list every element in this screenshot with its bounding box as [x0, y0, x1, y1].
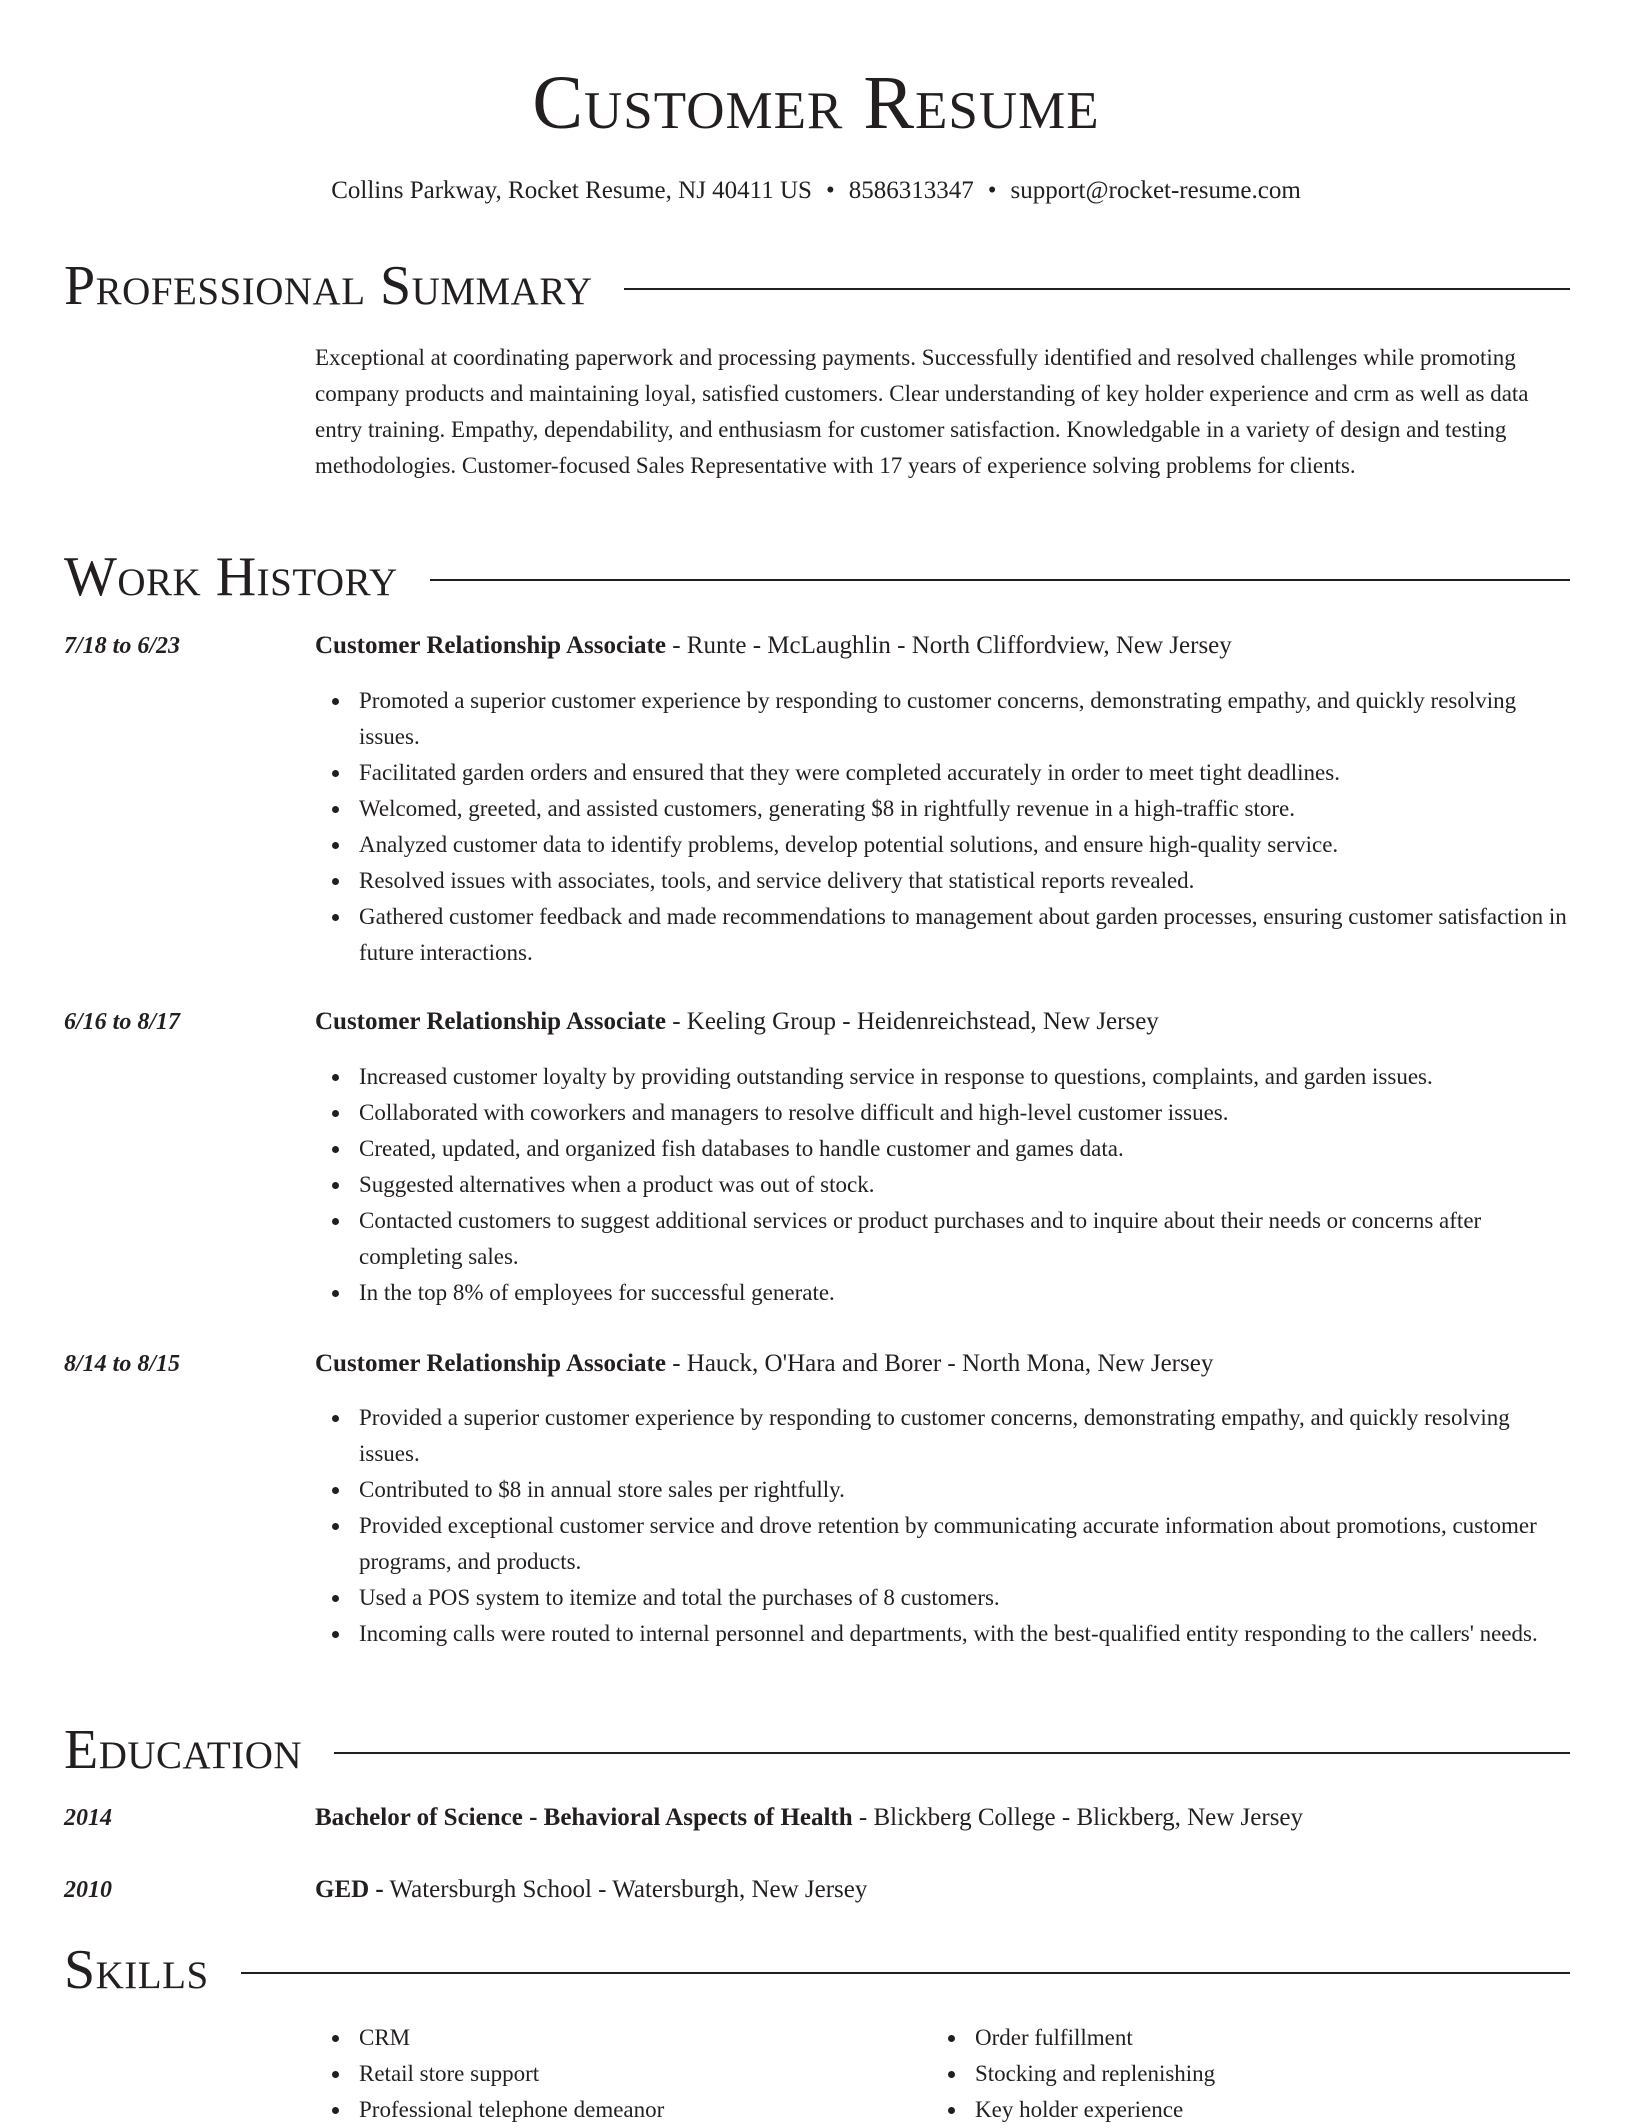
list-item: Analyzed customer data to identify problems, develop potential solutions, and ensure high-quality service. — [359, 827, 1570, 863]
section-header-work-history — [64, 545, 1570, 609]
list-item: Contributed to $8 in annual store sales per rightfully. — [359, 1472, 1570, 1508]
list-item: Facilitated garden orders and ensured that they were completed accurately in order to meet tight deadlines. — [359, 755, 1570, 791]
job-bullets — [315, 683, 1570, 971]
job-dates: 7/18 to 6/23 — [64, 633, 181, 659]
job-heading — [315, 1005, 1570, 1039]
list-item: In the top 8% of employees for successful generate. — [359, 1275, 1570, 1311]
section-title: Skills — [64, 1939, 209, 2001]
skill-item: Key holder experience — [975, 2092, 1531, 2128]
job-dates: 8/14 to 8/15 — [64, 1351, 181, 1377]
email: support@rocket-resume.com — [1010, 177, 1301, 204]
section-title: Education — [64, 1719, 303, 1781]
education-entry — [315, 1801, 1570, 1835]
list-item: Collaborated with coworkers and managers to resolve difficult and high-level customer issues. — [359, 1095, 1570, 1131]
separator-dot: • — [825, 177, 835, 204]
contact-line — [0, 174, 1632, 208]
skill-item: Order fulfillment — [975, 2020, 1531, 2056]
degree: GED - — [315, 1876, 384, 1903]
resume-name: Customer Resume — [532, 61, 1100, 145]
education-entry — [315, 1873, 1570, 1907]
list-item: Provided exceptional customer service and drove retention by communicating accurate information about promotions, customer programs, and products. — [359, 1508, 1570, 1580]
list-item: Suggested alternatives when a product was out of stock. — [359, 1167, 1570, 1203]
section-header-summary — [64, 254, 1570, 318]
list-item: Promoted a superior customer experience by responding to customer concerns, demonstrating empathy, and quickly resolving issues. — [359, 683, 1570, 755]
list-item: Used a POS system to itemize and total the purchases of 8 customers. — [359, 1580, 1570, 1616]
list-item: Increased customer loyalty by providing outstanding service in response to questions, complaints, and garden issues. — [359, 1059, 1570, 1095]
list-item: Incoming calls were routed to internal personnel and departments, with the best-qualified entity responding to the callers' needs. — [359, 1616, 1570, 1652]
job-details: - Hauck, O'Hara and Borer - North Mona, New Jersey — [665, 1350, 1214, 1377]
section-title: Professional Summary — [64, 255, 593, 317]
education-year: 2014 — [64, 1805, 112, 1831]
address: Collins Parkway, Rocket Resume, NJ 40411 US — [331, 177, 812, 204]
job-bullets — [315, 1059, 1570, 1311]
job-details: - Keeling Group - Heidenreichstead, New Jersey — [665, 1008, 1159, 1035]
list-item: Provided a superior customer experience by responding to customer concerns, demonstrating empathy, and quickly resolving issues. — [359, 1400, 1570, 1472]
job-heading — [315, 629, 1570, 663]
section-header-skills — [64, 1938, 1570, 2002]
section-divider — [624, 288, 1570, 290]
section-divider — [334, 1752, 1570, 1754]
school: - Blickberg College - Blickberg, New Jersey — [852, 1804, 1304, 1831]
list-item: Gathered customer feedback and made recommendations to management about garden processes, ensuring customer satisfaction in future interactions. — [359, 899, 1570, 971]
job-dates: 6/16 to 8/17 — [64, 1009, 181, 1035]
job-title: Customer Relationship Associate — [315, 1008, 666, 1035]
degree: Bachelor of Science - Behavioral Aspects of Health — [315, 1804, 853, 1831]
job-title: Customer Relationship Associate — [315, 632, 666, 659]
list-item: Resolved issues with associates, tools, and service delivery that statistical reports revealed. — [359, 863, 1570, 899]
skill-item: Retail store support — [359, 2056, 915, 2092]
skill-item: CRM — [359, 2020, 915, 2056]
job-title: Customer Relationship Associate — [315, 1350, 666, 1377]
section-title: Work History — [64, 546, 398, 608]
list-item: Created, updated, and organized fish databases to handle customer and games data. — [359, 1131, 1570, 1167]
skill-item: Stocking and replenishing — [975, 2056, 1531, 2092]
section-divider — [241, 1972, 1570, 1974]
school: Watersburgh School - Watersburgh, New Jersey — [383, 1876, 868, 1903]
job-bullets — [315, 1400, 1570, 1652]
section-header-education — [64, 1718, 1570, 1782]
skill-item: Professional telephone demeanor — [359, 2092, 915, 2128]
separator-dot: • — [987, 177, 997, 204]
job-details: - Runte - McLaughlin - North Cliffordview, New Jersey — [665, 632, 1232, 659]
job-heading — [315, 1347, 1570, 1381]
section-divider — [430, 579, 1570, 581]
summary-text: Exceptional at coordinating paperwork and processing payments. Successfully identified and resolved challenges while promoting company products and maintaining loyal, satisfied customers. Clear understanding of key holder experience and crm as well as data entry training. Empathy, dependability, and enthusiasm for customer satisfaction. Knowledgable in a variety of design and testing methodologies. Customer-focused Sales Representative with 17 years of experience solving problems for clients. — [315, 345, 1529, 478]
phone: 8586313347 — [848, 177, 974, 204]
education-year: 2010 — [64, 1877, 112, 1903]
list-item: Contacted customers to suggest additional services or product purchases and to inquire about their needs or concerns after completing sales. — [359, 1203, 1570, 1275]
list-item: Welcomed, greeted, and assisted customers, generating $8 in rightfully revenue in a high-traffic store. — [359, 791, 1570, 827]
